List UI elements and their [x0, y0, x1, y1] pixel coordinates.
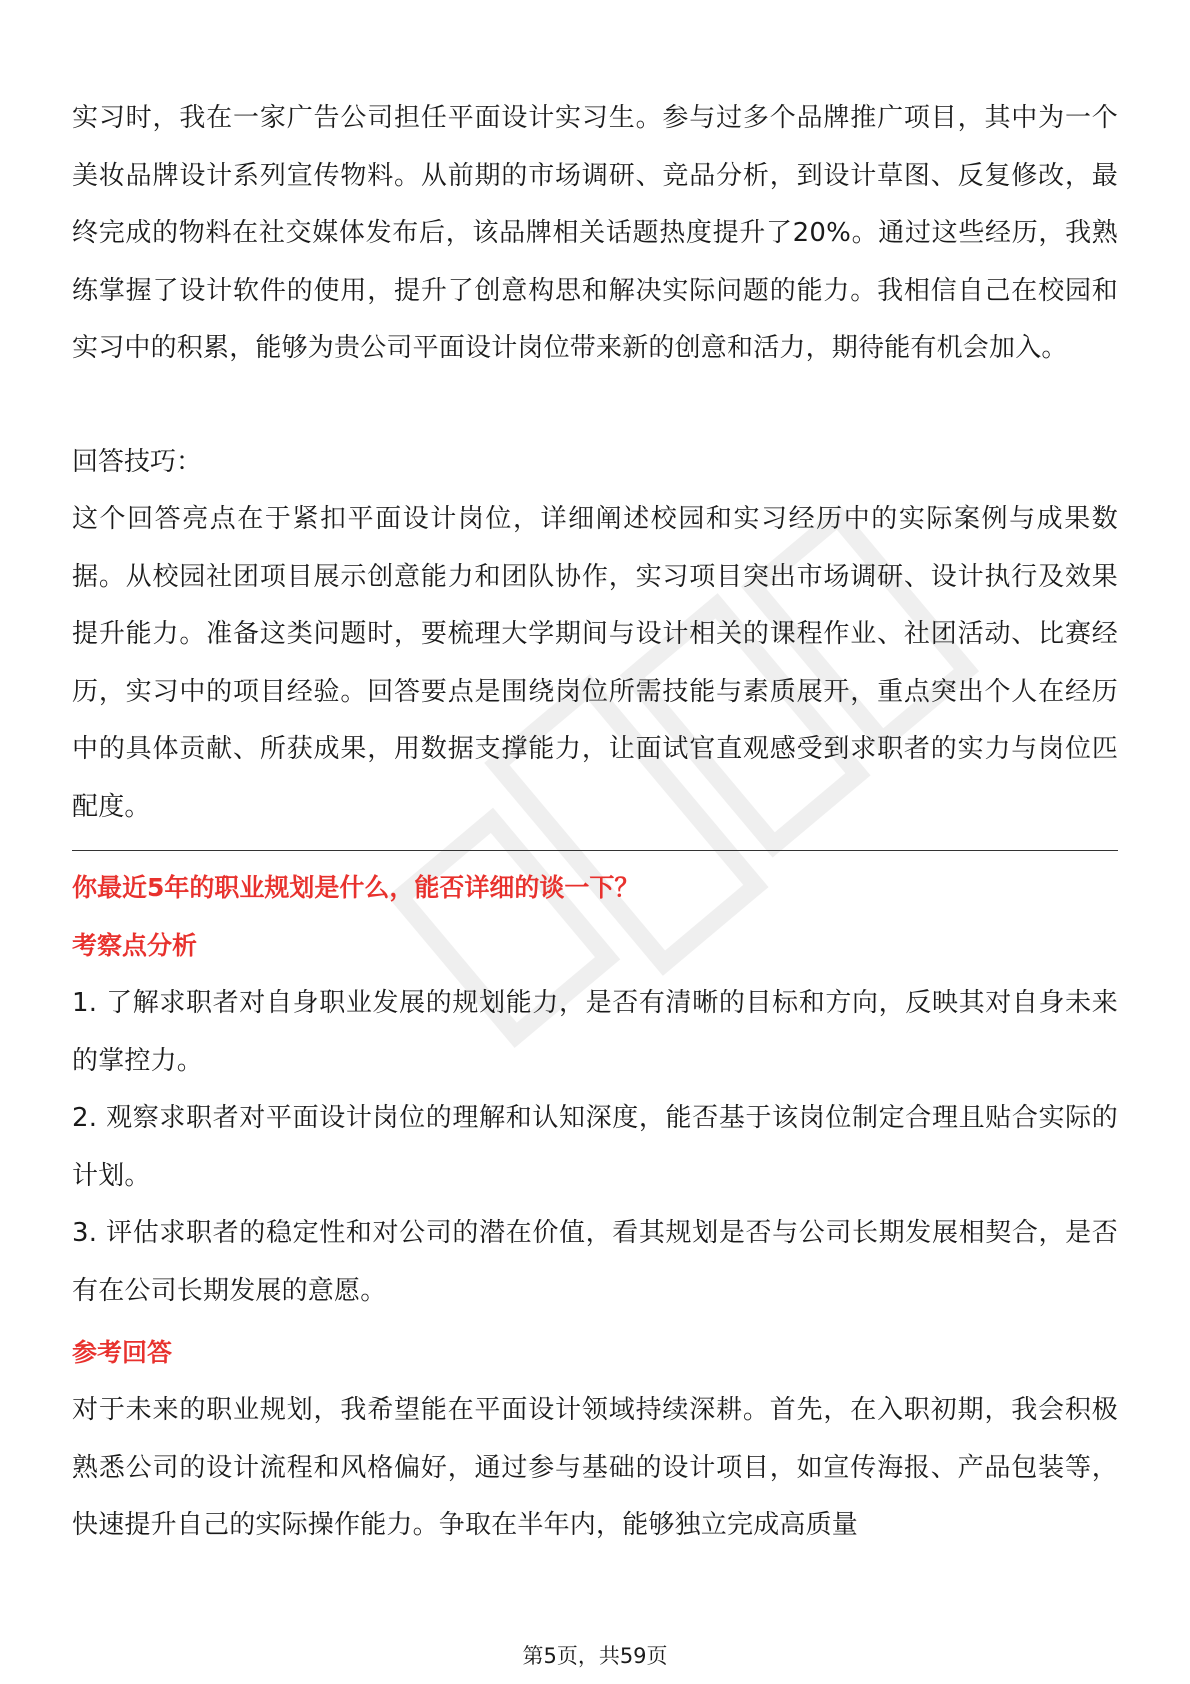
page-content	[72, 90, 1118, 1555]
answer-heading: 参考回答	[72, 1338, 173, 1367]
spacer	[72, 378, 1118, 434]
analysis-heading: 考察点分析	[72, 931, 198, 960]
analysis-item-2: 2. 观察求职者对平面设计岗位的理解和认知深度，能否基于该岗位制定合理且贴合实际的计划。	[72, 1103, 1118, 1191]
section-divider	[72, 850, 1118, 851]
tips-paragraph: 这个回答亮点在于紧扣平面设计岗位，详细阐述校园和实习经历中的实际案例与成果数据。从校园社团项目展示创意能力和团队协作，实习项目突出市场调研、设计执行及效果提升能力。准备这类问题时，要梳理大学期间与设计相关的课程作业、社团活动、比赛经历，实习中的项目经验。回答要点是围绕岗位所需技能与素质展开，重点突出个人在经历中的具体贡献、所获成果，用数据支撑能力，让面试官直观感受到求职者的实力与岗位匹配度。	[72, 504, 1118, 822]
question-title: 你最近5年的职业规划是什么，能否详细的谈一下？	[72, 873, 640, 902]
analysis-item-1: 1. 了解求职者对自身职业发展的规划能力，是否有清晰的目标和方向，反映其对自身未来的掌控力。	[72, 988, 1118, 1076]
intro-paragraph: 实习时，我在一家广告公司担任平面设计实习生。参与过多个品牌推广项目，其中为一个美妆品牌设计系列宣传物料。从前期的市场调研、竞品分析，到设计草图、反复修改，最终完成的物料在社交媒体发布后，该品牌相关话题热度提升了20%。通过这些经历，我熟练掌握了设计软件的使用，提升了创意构思和解决实际问题的能力。我相信自己在校园和实习中的积累，能够为贵公司平面设计岗位带来新的创意和活力，期待能有机会加入。	[72, 103, 1118, 363]
page-number: 第5页，共59页	[522, 1644, 668, 1668]
analysis-item-3: 3. 评估求职者的稳定性和对公司的潜在价值，看其规划是否与公司长期发展相契合，是否有在公司长期发展的意愿。	[72, 1218, 1118, 1306]
tips-label: 回答技巧：	[72, 446, 203, 477]
answer-paragraph: 对于未来的职业规划，我希望能在平面设计领域持续深耕。首先，在入职初期，我会积极熟悉公司的设计流程和风格偏好，通过参与基础的设计项目，如宣传海报、产品包装等，快速提升自己的实际操作能力。争取在半年内，能够独立完成高质量	[72, 1395, 1118, 1540]
